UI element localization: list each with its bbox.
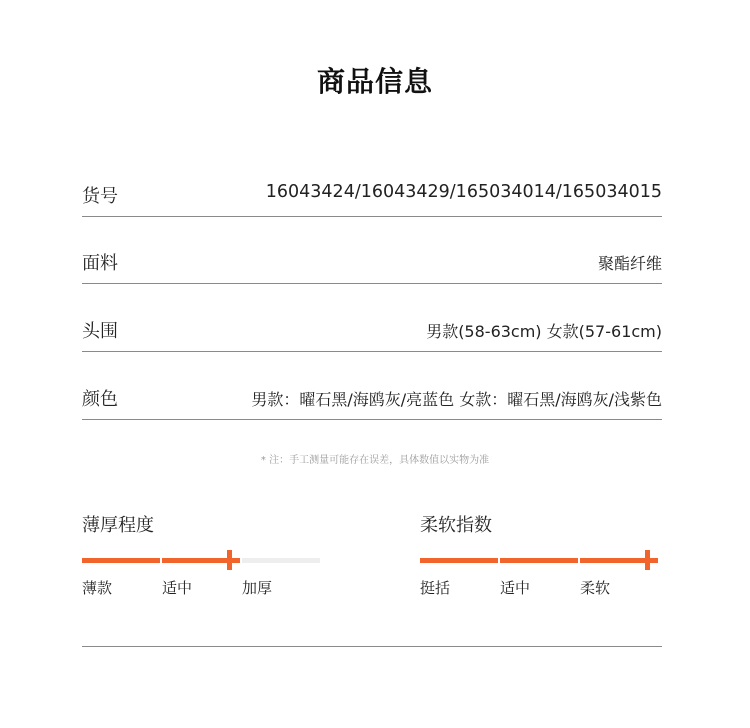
scale-segment	[82, 558, 160, 563]
scale-ticks	[420, 577, 660, 597]
scale-tick-label: 加厚	[242, 579, 273, 597]
scale-bar	[82, 548, 322, 572]
spec-label: 面料	[82, 253, 118, 274]
scale-segment	[500, 558, 578, 563]
spec-row-item-number	[82, 182, 662, 217]
spec-value: 男款：曜石黑/海鸥灰/亮蓝色 女款：曜石黑/海鸥灰/浅紫色	[251, 390, 662, 409]
scale-tick-label: 挺括	[420, 579, 451, 597]
scale-tick-label: 适中	[162, 579, 193, 597]
scale-bar	[420, 548, 660, 572]
scale-level-marker	[227, 550, 232, 570]
spec-row-head-size	[82, 317, 662, 352]
scale-tick-label: 薄款	[82, 579, 113, 597]
scale-level-marker	[645, 550, 650, 570]
spec-value: 聚酯纤维	[597, 254, 662, 273]
spec-label: 货号	[82, 186, 118, 207]
divider	[82, 646, 662, 647]
measurement-note: * 注：手工测量可能存在误差，具体数值以实物为准	[260, 455, 490, 466]
scale-segment	[242, 558, 320, 563]
spec-label: 颜色	[82, 389, 118, 410]
scale-title: 柔软指数	[420, 515, 492, 536]
scale-title: 薄厚程度	[82, 515, 154, 536]
scale-segment	[420, 558, 498, 563]
scale-tick-label: 柔软	[580, 579, 611, 597]
spec-label: 头围	[82, 321, 118, 342]
scale-tick-label: 适中	[500, 579, 531, 597]
page-title: 商品信息	[316, 65, 433, 98]
scale-ticks	[82, 577, 322, 597]
spec-row-fabric	[82, 249, 662, 284]
spec-value: 男款(58-63cm) 女款(57-61cm)	[426, 322, 662, 341]
spec-row-color	[82, 385, 662, 420]
spec-value: 16043424/16043429/165034014/165034015	[265, 182, 662, 202]
